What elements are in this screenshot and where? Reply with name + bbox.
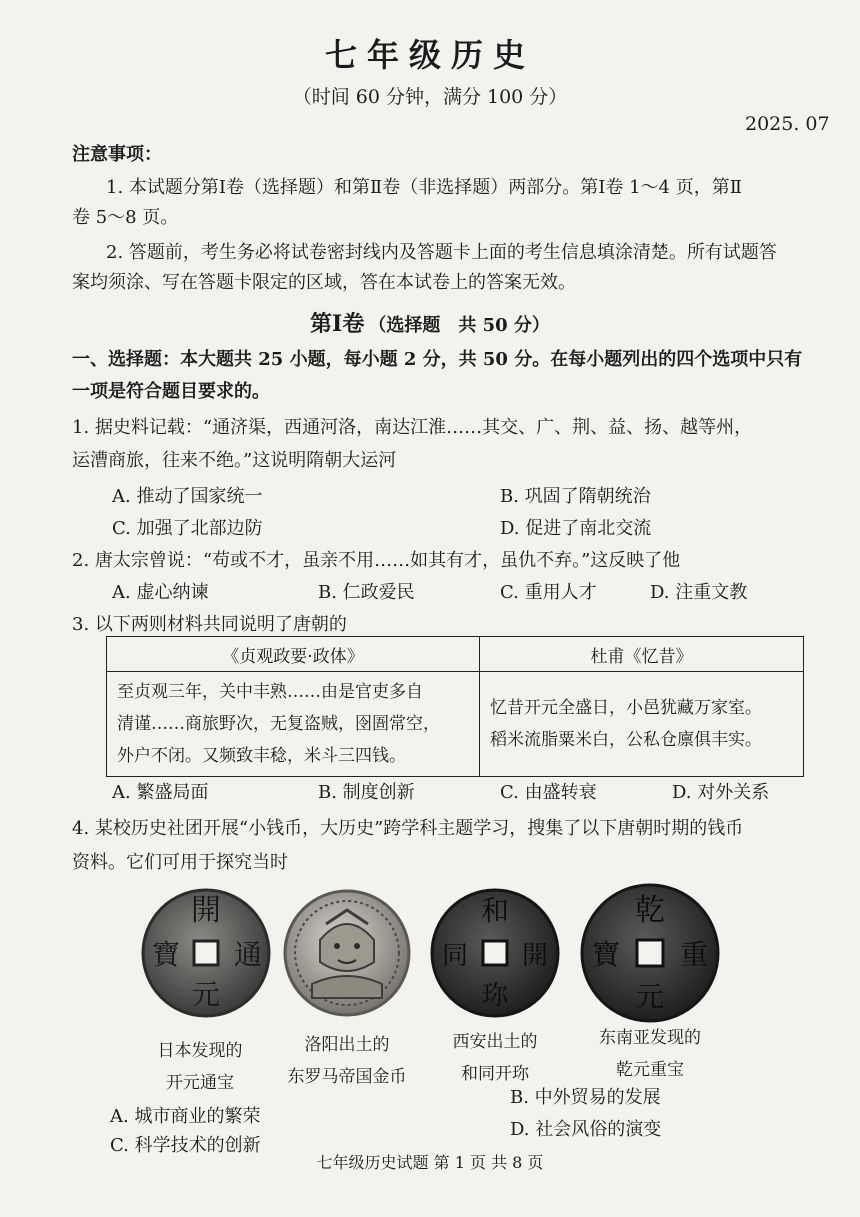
exam-date: 2025. 07 <box>745 113 830 135</box>
exam-subtitle: （时间 60 分钟，满分 100 分） <box>292 86 568 108</box>
coin-1-caption-line-1: 日本发现的 <box>157 1041 243 1061</box>
question-3-source-table <box>106 636 804 777</box>
table-cell-left <box>107 672 480 777</box>
question-2-option-c: C. 重用人才 <box>500 582 597 603</box>
page-footer: 七年级历史试题 第 1 页 共 8 页 <box>316 1153 544 1172</box>
coin-3-glyph-top: 和 <box>480 894 510 927</box>
notice-item-1-line-1: 1. 本试题分第Ⅰ卷（选择题）和第Ⅱ卷（非选择题）两部分。第Ⅰ卷 1～4 页，第Ⅱ <box>106 177 742 198</box>
table-right-line-1: 忆昔开元全盛日，小邑犹藏万家室。 <box>490 698 762 718</box>
question-3-option-a: A. 繁盛局面 <box>112 782 209 803</box>
table-header-left: 《贞观政要·政体》 <box>107 637 480 672</box>
coin-2-caption-line-2: 东罗马帝国金币 <box>287 1067 407 1087</box>
section-intro-line-2: 一项是符合题目要求的。 <box>72 381 270 402</box>
coin-3-caption-line-2: 和同开珎 <box>461 1064 529 1084</box>
notice-item-1-line-2: 卷 5～8 页。 <box>72 207 179 228</box>
coin-wado-kaichin <box>432 890 558 1016</box>
coin-qianyuan-zhongbao <box>582 885 718 1021</box>
table-left-line-1: 至贞观三年，关中丰熟……由是官吏多自 <box>117 682 423 702</box>
coin-4-caption <box>575 1022 725 1086</box>
notice-item-2-line-1: 2. 答题前，考生务必将试卷密封线内及答题卡上面的考生信息填涂清楚。所有试题答 <box>106 242 777 263</box>
question-2-stem: 2. 唐太宗曾说：“苟或不才，虽亲不用……如其有才，虽仇不弃。”这反映了他 <box>72 550 681 571</box>
table-left-line-3: 外户不闭。又频致丰稔，米斗三四钱。 <box>117 746 406 766</box>
notice-item-2-line-2: 案均须涂、写在答题卡限定的区域，答在本试卷上的答案无效。 <box>72 272 576 293</box>
notice-title: 注意事项： <box>72 144 162 165</box>
question-4-option-b: B. 中外贸易的发展 <box>510 1087 661 1108</box>
coin-3-glyph-left: 同 <box>441 941 469 971</box>
question-4-option-d: D. 社会风俗的演变 <box>510 1119 662 1140</box>
coin-1-glyph-right: 通 <box>233 938 263 971</box>
question-4-stem-line-1: 4. 某校历史社团开展“小钱币，大历史”跨学科主题学习，搜集了以下唐朝时期的钱币 <box>72 818 744 839</box>
section-subtitle: （选择题 共 50 分） <box>368 315 550 336</box>
question-1-option-c: C. 加强了北部边防 <box>112 518 263 539</box>
coin-1-caption-line-2: 开元通宝 <box>166 1073 234 1093</box>
coin-2-caption <box>272 1029 422 1093</box>
question-3-option-d: D. 对外关系 <box>672 782 770 803</box>
coin-3-caption-line-1: 西安出土的 <box>452 1032 538 1052</box>
coin-1-glyph-top: 開 <box>191 893 221 928</box>
question-1-stem-line-1: 1. 据史料记载：“通济渠，西通河洛，南达江淮……其交、广、荆、益、扬、越等州， <box>72 417 753 438</box>
table-header-right: 杜甫《忆昔》 <box>480 637 804 672</box>
question-4-option-c: C. 科学技术的创新 <box>110 1135 261 1156</box>
question-3-stem: 3. 以下两则材料共同说明了唐朝的 <box>72 614 347 635</box>
table-left-line-2: 清谨……商旅野次，无复盗贼，囹圄常空， <box>117 714 440 734</box>
coin-1-glyph-left: 寶 <box>151 938 181 971</box>
coin-3-glyph-right: 開 <box>521 941 549 971</box>
coin-kaiyuan-tongbao <box>143 890 269 1016</box>
table-cell-right <box>480 672 804 777</box>
question-2-option-d: D. 注重文教 <box>650 582 748 603</box>
question-1-option-a: A. 推动了国家统一 <box>112 486 263 507</box>
coin-images <box>140 880 740 1030</box>
question-3-option-b: B. 制度创新 <box>318 782 415 803</box>
coin-4-caption-line-2: 乾元重宝 <box>616 1060 684 1080</box>
coin-4-glyph-top: 乾 <box>635 893 665 928</box>
coin-2-caption-line-1: 洛阳出土的 <box>304 1035 390 1055</box>
section-intro-line-1: 一、选择题：本大题共 25 小题，每小题 2 分，共 50 分。在每小题列出的四个选项中只有 <box>72 349 803 370</box>
exam-title: 七年级历史 <box>324 36 535 74</box>
section-name: 第Ⅰ卷 <box>310 311 365 337</box>
question-2-option-b: B. 仁政爱民 <box>318 582 415 603</box>
coin-4-glyph-bottom: 元 <box>635 980 665 1013</box>
coin-3-caption <box>425 1026 565 1090</box>
coin-4-glyph-left: 寶 <box>591 938 621 971</box>
section-title <box>0 307 860 338</box>
table-right-line-2: 稻米流脂粟米白，公私仓廪俱丰实。 <box>490 730 762 750</box>
coin-1-glyph-bottom: 元 <box>191 978 221 1011</box>
coin-1-caption <box>130 1035 270 1099</box>
question-4-option-a: A. 城市商业的繁荣 <box>110 1106 261 1127</box>
coin-3-glyph-bottom: 珎 <box>481 981 509 1011</box>
question-2-option-a: A. 虚心纳谏 <box>112 582 209 603</box>
question-1-stem-line-2: 运漕商旅，往来不绝。”这说明隋朝大运河 <box>72 450 397 471</box>
question-4-stem-line-2: 资料。它们可用于探究当时 <box>72 852 288 873</box>
question-3-option-c: C. 由盛转衰 <box>500 782 597 803</box>
question-1-option-b: B. 巩固了隋朝统治 <box>500 486 651 507</box>
coin-4-glyph-right: 重 <box>679 938 709 971</box>
coin-byzantine-gold <box>285 891 409 1015</box>
coin-4-caption-line-1: 东南亚发现的 <box>599 1028 701 1048</box>
question-1-option-d: D. 促进了南北交流 <box>500 518 652 539</box>
